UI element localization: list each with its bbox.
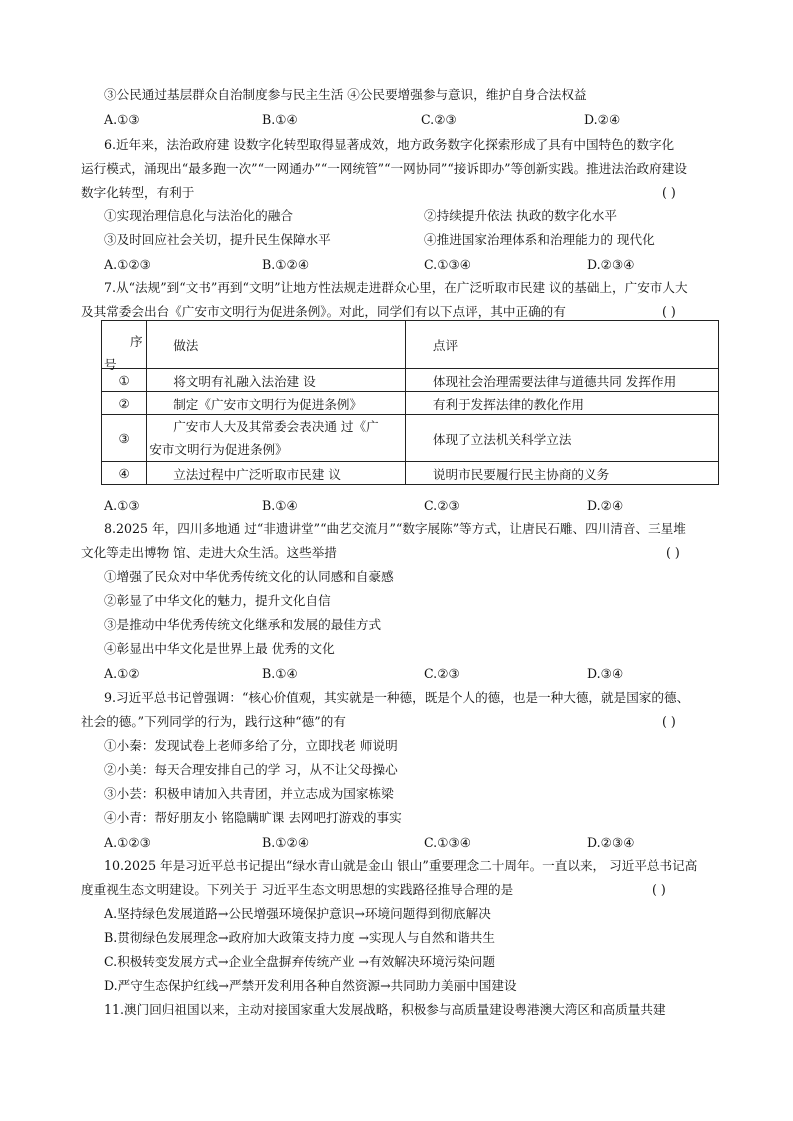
q8-stem-line-2: 文化等走出博物 馆、走进大众生活。这些举措 <box>81 545 337 560</box>
q8-option-d: D.③④ <box>587 666 624 681</box>
header-comment-cell <box>405 321 718 369</box>
row-method-cell <box>147 415 406 462</box>
q7-option-a: A.①③ <box>104 498 140 513</box>
row-method: 制定《广安市文明行为促进条例》 <box>147 392 406 415</box>
q6-option-c: C.①③④ <box>424 257 472 272</box>
row-no: ① <box>102 369 147 392</box>
q8-answer-paren: ( ) <box>666 545 680 560</box>
row-method: 将文明有礼融入法治建 设 <box>147 369 406 392</box>
q7-option-b: B.①④ <box>262 498 298 513</box>
q8-statement-4: ④彰显出中华文化是世界上最 优秀的文化 <box>104 641 335 656</box>
q8-option-b: B.①④ <box>262 666 298 681</box>
q10-option-c: C.积极转变发展方式→企业全盘摒弃传统产业 →有效解决环境污染问题 <box>104 954 495 969</box>
row-comment-cell <box>405 392 718 415</box>
q8-option-c: C.②③ <box>424 666 460 681</box>
row-no: ② <box>102 392 147 415</box>
row-comment-cell <box>405 462 718 485</box>
row-comment: 说明市民要履行民主协商的义务 <box>432 466 610 482</box>
q6-statement-1: ①实现治理信息化与法治化的融合 <box>104 208 293 223</box>
row-comment-cell <box>405 369 718 392</box>
q9-statement-4: ④小青：帮好朋友小 铭隐瞒旷课 去网吧打游戏的事实 <box>104 810 402 825</box>
row-method-line-1: 广安市人大及其常委会表决通 过《广 <box>173 419 379 434</box>
q9-answer-paren: ( ) <box>662 714 676 729</box>
q9-option-c: C.①③④ <box>424 835 472 850</box>
q5-option-b: B.①④ <box>262 112 298 127</box>
header-no-top: 序 <box>130 334 143 349</box>
q6-stem-line-3: 数字化转型，有利于 <box>81 185 195 200</box>
table-header-row <box>102 321 719 369</box>
q9-statement-1: ①小秦：发现试卷上老师多给了分，立即找老 师说明 <box>104 738 398 753</box>
q8-statement-2: ②彰显了中华文化的魅力，提升文化自信 <box>104 593 331 608</box>
q6-stem-line-2: 运行模式，涌现出“最多跑一次”“一网通办”“一网统管”“一网协同”“接诉即办”等创新实践。推进法治政府建设 <box>81 161 687 176</box>
q9-statement-2: ②小美：每天合理安排自己的学 习，从不让父母操心 <box>104 762 398 777</box>
q7-answer-paren: ( ) <box>662 304 676 319</box>
q6-statement-3: ③及时回应社会关切，提升民生保障水平 <box>104 232 331 247</box>
q10-stem-line-1: 10.2025 年是习近平总书记提出“绿水青山就是金山 银山”重要理念二十周年。一直以来， 习近平总书记高 <box>104 858 698 873</box>
q6-option-b: B.①②④ <box>262 257 310 272</box>
q5-option-d: D.②④ <box>584 112 621 127</box>
q5-option-c: C.②③ <box>421 112 457 127</box>
table-row <box>102 415 719 462</box>
q7-option-c: C.②③ <box>424 498 460 513</box>
header-no-bottom: 号 <box>104 357 117 372</box>
q5-option-a: A.①③ <box>104 112 140 127</box>
table-row <box>102 462 719 485</box>
q11-stem-line-1: 11.澳门回归祖国以来，主动对接国家重大发展战略，积极参与高质量建设粤港澳大湾区和高质量共建 <box>104 1002 666 1017</box>
row-comment: 体现社会治理需要法律与道德共同 发挥作用 <box>432 373 677 389</box>
q8-statement-3: ③是推动中华优秀传统文化继承和发展的最佳方式 <box>104 617 382 632</box>
q8-option-a: A.①② <box>104 666 140 681</box>
q8-statement-1: ①增强了民众对中华优秀传统文化的认同感和自豪感 <box>104 569 394 584</box>
q10-stem-line-2: 度重视生态文明建设。下列关于 习近平生态文明思想的实践路径推导合理的是 <box>81 882 514 897</box>
q9-statement-3: ③小芸：积极申请加入共青团，并立志成为国家栋梁 <box>104 786 394 801</box>
row-no: ④ <box>102 462 147 485</box>
q7-comment-table <box>101 320 719 485</box>
table-row <box>102 369 719 392</box>
q6-stem-line-1: 6.近年来，法治政府建 设数字化转型取得显著成效，地方政务数字化探索形成了具有中国特色的数字化 <box>104 137 675 152</box>
q6-option-a: A.①②③ <box>104 257 151 272</box>
q10-option-a: A.坚持绿色发展道路→公民增强环境保护意识→环境问题得到彻底解决 <box>104 906 491 921</box>
row-no: ③ <box>102 415 147 462</box>
row-method: 立法过程中广泛听取市民建 议 <box>147 462 406 485</box>
q6-statement-4: ④推进国家治理体系和治理能力的 现代化 <box>424 232 655 247</box>
q9-option-a: A.①②③ <box>104 835 151 850</box>
row-comment: 体现了立法机关科学立法 <box>432 431 572 447</box>
table-row <box>102 392 719 415</box>
q9-option-d: D.②③④ <box>587 835 635 850</box>
q10-option-d: D.严守生态保护红线→严禁开发利用各种自然资源→共同助力美丽中国建设 <box>104 978 517 993</box>
q7-option-d: D.②④ <box>587 498 624 513</box>
q10-answer-paren: ( ) <box>652 882 666 897</box>
q9-stem-line-2: 社会的德。”下列同学的行为，践行这种“德”的有 <box>81 714 346 729</box>
q6-option-d: D.②③④ <box>587 257 635 272</box>
row-comment: 有利于发挥法律的教化作用 <box>432 396 585 412</box>
q8-stem-line-1: 8.2025 年，四川多地通 过“非遗讲堂”“曲艺交流月”“数字展陈”等方式，让唐民石雕、四川清音、三星堆 <box>104 521 686 536</box>
q7-stem-line-2: 及其常委会出台《广安市文明行为促进条例》。对此，同学们有以下点评，其中正确的有 <box>81 304 566 319</box>
q6-statement-2: ②持续提升依法 执政的数字化水平 <box>424 208 617 223</box>
q5-statement-3-4: ③公民通过基层群众自治制度参与民主生活 ④公民要增强参与意识，维护自身合法权益 <box>104 87 587 102</box>
q6-answer-paren: ( ) <box>662 185 676 200</box>
row-comment-cell <box>405 415 718 462</box>
header-no-cell <box>102 321 147 372</box>
row-method-line-2: 安市文明行为促进条例》 <box>149 442 288 457</box>
q7-stem-line-1: 7.从“法规”到“文书”再到“文明”让地方性法规走进群众心里，在广泛听取市民建 议的基础上，广安市人大 <box>104 280 688 295</box>
header-comment: 点评 <box>432 338 459 353</box>
q10-option-b: B.贯彻绿色发展理念→政府加大政策支持力度 →实现人与自然和谐共生 <box>104 930 495 945</box>
q9-option-b: B.①②④ <box>262 835 310 850</box>
q9-stem-line-1: 9.习近平总书记曾强调：“核心价值观，其实就是一种德，既是个人的德，也是一种大德，就是国家的德、 <box>104 690 690 705</box>
header-method: 做法 <box>147 321 406 369</box>
